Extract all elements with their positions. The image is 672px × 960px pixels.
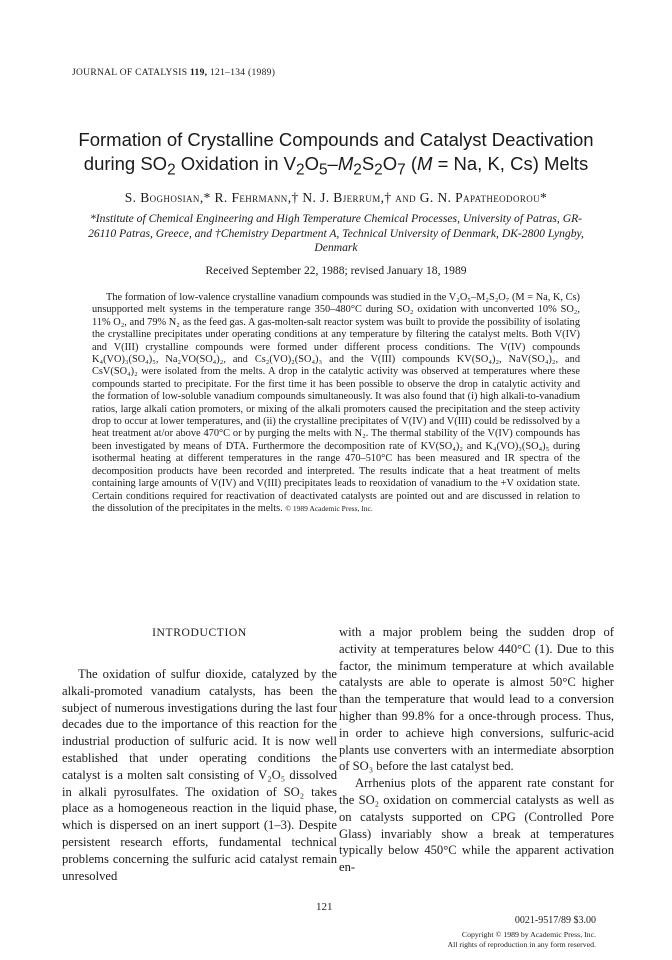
affiliations: *Institute of Chemical Engineering and High Temperature Chemical Processes, University of Patras, GR-26110 Patras, Greece, and †Chemistry Department A, Technical University of Denmark, DK-2800 Lyngby, Denmark (88, 212, 584, 254)
title-line-2: during $SO_2$ Oxidation in $V_2O_5-M_2S_2O_7$ (M = Na, K, Cs) Melts (83, 153, 589, 179)
paragraph: The oxidation of sulfur dioxide, catalyzed by the alkali-promoted vanadium catalysts, has been the subject of numerous investigations during the last four decades due to the importance of this reaction for the industrial production of sulfuric acid. It is now well established that under operating conditions the catalyst is a molten salt consisting of V₂O₅ dissolved in alkali pyrosulfates. The oxidation of SO₂ takes place as a homogeneous reaction in the liquid phase, which is dispersed on an inert support (1–3). Despite persistent research efforts, fundamental technical problems concerning the sulfuric acid catalyst remain unresolved (62, 667, 337, 883)
body-column-right (339, 624, 614, 876)
journal-name: JOURNAL OF CATALYSIS (72, 68, 188, 78)
footer-issn-price: 0021-9517/89 $3.00 (514, 915, 596, 926)
page-number: 121 (316, 901, 333, 913)
title-line-1: Formation of Crystalline Compounds and Catalyst Deactivation (78, 129, 594, 150)
journal-citation (72, 68, 275, 78)
paragraph: Arrhenius plots of the apparent rate constant for the SO₂ oxidation on commercial catalysts as well as on catalysts supported on CPG (Controlled Pore Glass) invariably show a break at temperatures typically below 450°C while the apparent activation en- (339, 776, 614, 875)
journal-volume: 119, (190, 68, 208, 78)
abstract-copyright: © 1989 Academic Press, Inc. (285, 503, 373, 513)
footer-rights: All rights of reproduction in any form reserved. (447, 940, 596, 949)
abstract-text: The formation of low-valence crystalline vanadium compounds was studied in the V₂O₅–M₂S₂O₇ (M = Na, K, Cs) unsupported melt systems in the temperature range 350–480°C during SO₂ oxidation with unconverted 10% SO₂, 11% O₂, and 79% N₂ as the feed gas. A gas-molten-salt reactor system was built to provide the possibility of isolating the crystalline precipitates under operating conditions at any temperature by filtering the catalyst melts. Both V(IV) and V(III) crystalline compounds were formed under different process conditions. The V(IV) compounds K₄(VO)₃(SO₄)₅, Na₂VO(SO₄)₂, and Cs₂(VO)₂(SO₄)₃ and the V(III) compounds KV(SO₄)₂, NaV(SO₄)₂, and CsV(SO₄)₂ were isolated from the melts. A drop in the catalytic activity was observed at temperatures where these compounds started to precipitate. For the first time it has been possible to observe the drop in catalytic activity and the formation of low-soluble vanadium compounds simultaneously. It was also found that (i) high alkali-to-vanadium ratios, large alkali cation promoters, or mixing of the alkali promoters caused the precipitation and the steep activity drop to occur at lower temperatures, and (ii) the crystalline precipitates of V(IV) and V(III) could be redissolved by a heat treatment at/or above 470°C or by purging the melts with N₂. The thermal stability of the V(IV) compounds has been investigated by means of DTA. Furthermore the decomposition rate of KV(SO₄)₂ and K₄(VO)₃(SO₄)₅ during isothermal heating at different temperatures in the range 470–510°C has been measured and IR spectra of the decomposition products have been recorded and interpreted. The results indicate that a heat treatment of melts containing large amounts of V(IV) and V(III) precipitates leads to reoxidation of vanadium to the +V oxidation state. Certain conditions required for reactivation of deactivated catalysts are pointed out and are discussed in relation to the dissolution of the precipitates in the melts. (92, 292, 580, 514)
received-dates: Received September 22, 1988; revised January 18, 1989 (205, 264, 467, 277)
footer-copyright: Copyright © 1989 by Academic Press, Inc. (461, 930, 596, 939)
journal-pages: 121–134 (1989) (210, 68, 276, 78)
abstract (92, 292, 580, 515)
paragraph: with a major problem being the sudden drop of activity at temperatures below 440°C (1). Due to this factor, the minimum temperature at which available catalysts are able to operate is almost 50°C higher than the temperature that would lead to a conversion higher than 99.8% for a once-through process. Thus, in order to achieve high conversions, sulfuric-acid plants use converters with an intermediate absorption of SO₃ before the last catalyst bed. (339, 625, 614, 774)
paper-title (60, 128, 612, 183)
author-list: S. Boghosian,* R. Fehrmann,† N. J. Bjerrum,† and G. N. Papatheodorou* (124, 190, 548, 205)
section-heading-introduction: INTRODUCTION (152, 626, 247, 639)
body-column-left (62, 666, 337, 884)
